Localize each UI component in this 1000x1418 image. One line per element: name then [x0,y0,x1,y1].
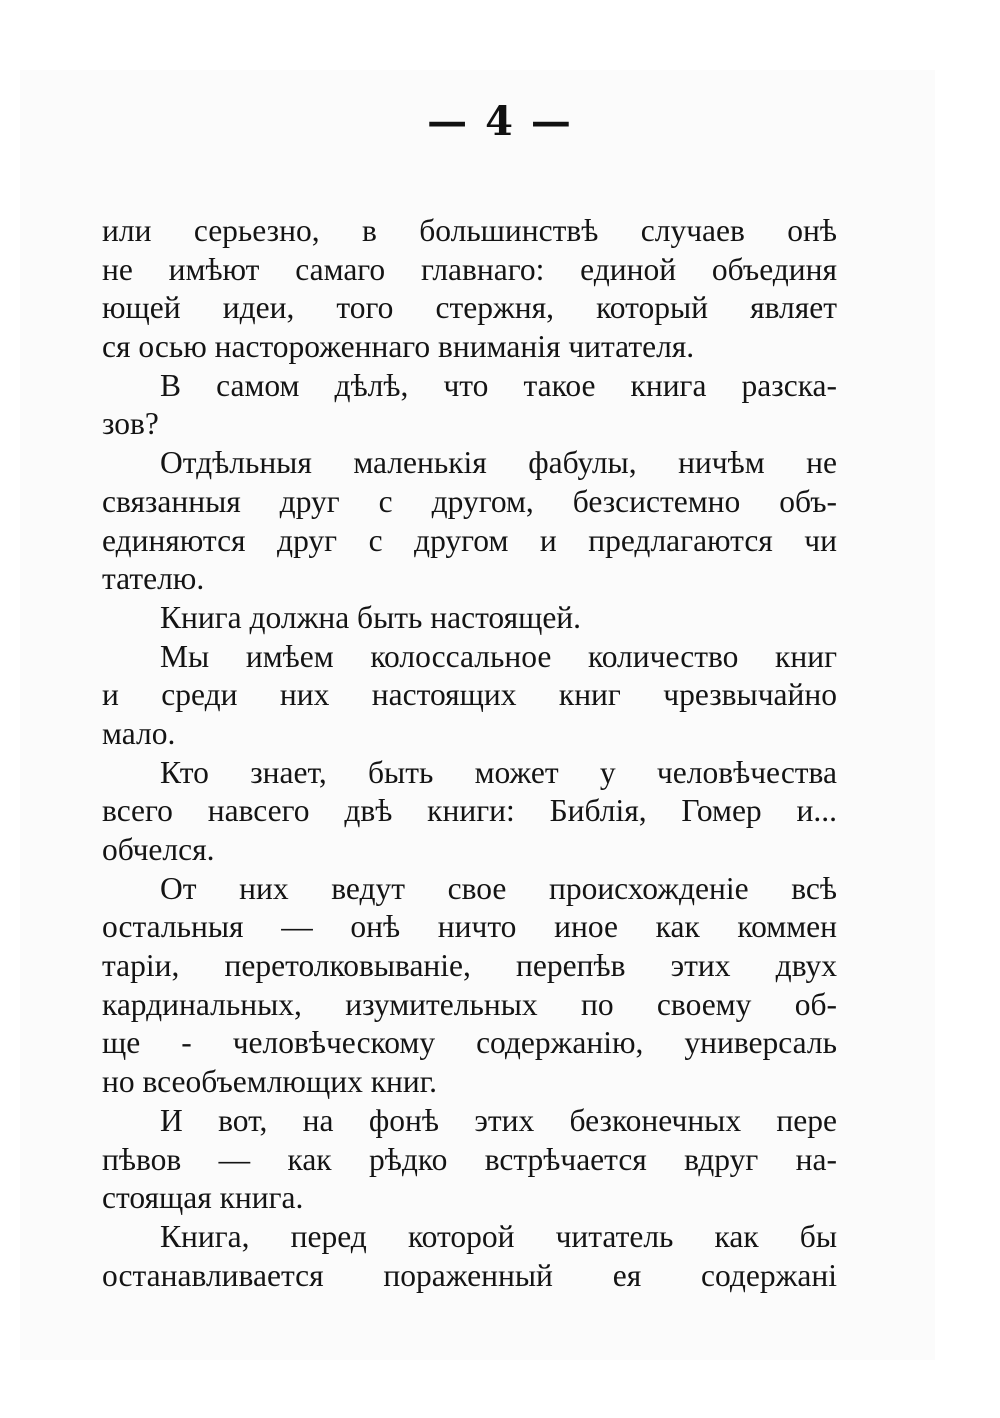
text-line: тателю. [102,561,205,597]
text-line: ющей идеи, того стержня, который являет [102,290,837,326]
text-line: Отдѣльныя маленькія фабулы, ничѣм не [160,445,837,481]
text-line: ся осью настороженнаго вниманія читателя. [102,329,695,365]
body-text [102,212,837,1295]
text-line: но всеобъемлющих книг. [102,1064,437,1100]
text-line: И вот, на фонѣ этих безконечных пере [160,1102,837,1138]
text-line: единяются друг с другом и предлагаются чи [102,522,837,558]
text-line: не имѣют самаго главнаго: единой объединя [102,251,837,287]
text-line: таріи, перетолковываніе, перепѣв этих двух [102,948,837,984]
text-line: Кто знает, быть может у человѣчества [160,754,837,790]
text-line: и среди них настоящих книг чрезвычайно [102,677,837,713]
text-line: ще - человѣческому содержанію, универсаль [102,1025,837,1061]
text-line: стоящая книга. [102,1180,304,1216]
text-line: обчелся. [102,832,215,867]
text-line: останавливается пораженный ея содержані [102,1257,837,1293]
text-line: кардинальных, изумительных по своему об- [102,986,837,1022]
text-line: В самом дѣлѣ, что такое книга разска- [160,367,837,403]
text-line: или серьезно, в большинствѣ случаев онѣ [102,213,837,248]
text-line: связанныя друг с другом, безсистемно объ- [102,483,837,519]
text-line: зов? [102,406,159,442]
text-line: пѣвов — как рѣдко встрѣчается вдруг на- [102,1141,837,1177]
text-line: мало. [102,715,176,751]
text-line: Книга должна быть настоящей. [160,599,582,635]
text-line: всего навсего двѣ книги: Библія, Гомер и... [102,793,837,829]
text-line: остальныя — онѣ ничто иное как коммен [102,909,837,945]
text-line: Книга, перед которой читатель как бы [160,1218,837,1254]
page-number: — 4 — [427,98,573,145]
text-line: Мы имѣем колоссальное количество книг [160,638,837,674]
text-line: От них ведут свое происхожденіе всѣ [160,870,837,906]
